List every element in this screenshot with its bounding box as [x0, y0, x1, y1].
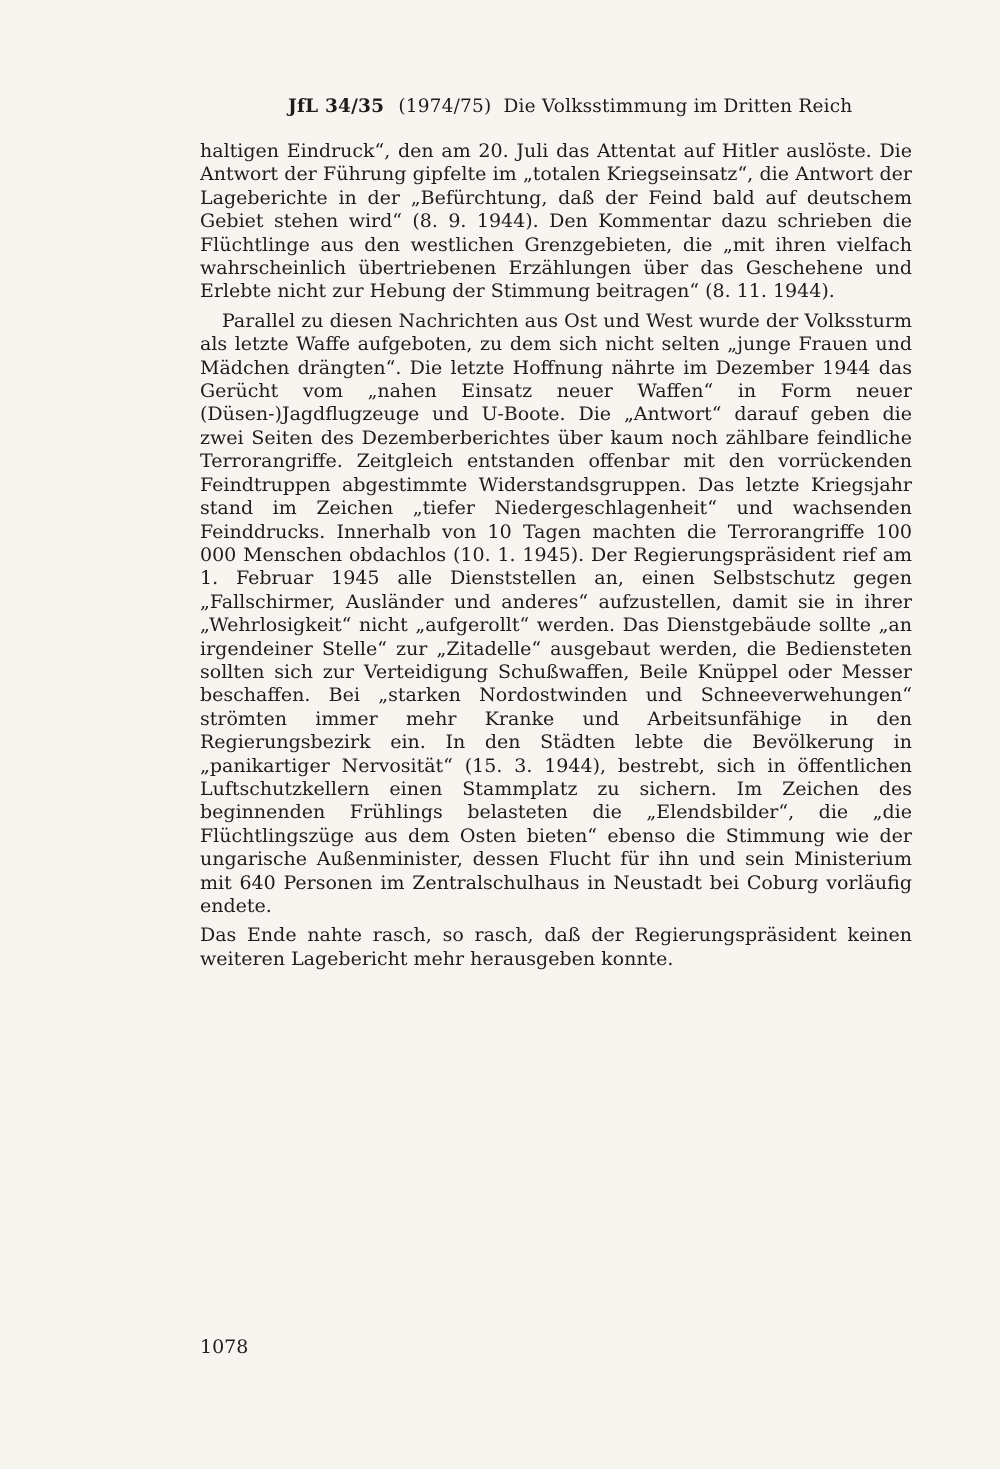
running-header — [288, 96, 853, 117]
article-body — [200, 140, 912, 977]
article-title: Die Volksstimmung im Dritten Reich — [503, 96, 853, 117]
journal-year: (1974/75) — [398, 96, 492, 117]
page-number: 1078 — [200, 1336, 249, 1358]
journal-reference: JfL 34/35 — [288, 96, 385, 117]
paragraph-continuation: haltigen Eindruck“, den am 20. Juli das Attentat auf Hitler auslöste. Die Antwort der Führung gipfelte im „totalen Kriegseinsatz“, die Antwort der Lageberichte in der „Befürchtung, daß der Feind bald auf deutschem Gebiet stehen wird“ (8. 9. 1944). Den Kommentar dazu schrieben die Flüchtlinge aus den westlichen Grenzgebieten, die „mit ihren vielfach wahrscheinlich übertriebenen Erzählungen über das Geschehene und Erlebte nicht zur Hebung der Stimmung beitragen“ (8. 11. 1944). — [200, 140, 912, 303]
paragraph-volkssturm: Parallel zu diesen Nachrichten aus Ost und West wurde der Volkssturm als letzte Waffe aufgeboten, zu dem sich nicht selten „junge Frauen und Mädchen drängten“. Die letzte Hoffnung nährte im Dezember 1944 das Gerücht vom „nahen Einsatz neuer Waffen“ in Form neuer (Düsen-)Jagdflugzeuge und U-Boote. Die „Antwort“ darauf geben die zwei Seiten des Dezemberberichtes über kaum noch zählbare feindliche Terrorangriffe. Zeitgleich entstanden offenbar mit den vorrückenden Feindtruppen abgestimmte Widerstandsgruppen. Das letzte Kriegsjahr stand im Zeichen „tiefer Niedergeschlagenheit“ und wachsenden Feinddrucks. Innerhalb von 10 Tagen machten die Terrorangriffe 100 000 Menschen obdachlos (10. 1. 1945). Der Regierungspräsident rief am 1. Februar 1945 alle Dienststellen an, einen Selbstschutz gegen „Fallschirmer, Ausländer und anderes“ aufzustellen, damit sie in ihrer „Wehrlosigkeit“ nicht „aufgerollt“ werden. Das Dienstgebäude sollte „an irgendeiner Stelle“ zur „Zitadelle“ ausgebaut werden, die Bediensteten sollten sich zur Verteidigung Schußwaffen, Beile Knüppel oder Messer beschaffen. Bei „starken Nordostwinden und Schneeverwehungen“ strömten immer mehr Kranke und Arbeitsunfähige in den Regierungsbezirk ein. In den Städten lebte die Bevölkerung in „panikartiger Nervosität“ (15. 3. 1944), bestrebt, sich in öffentlichen Luftschutzkellern einen Stammplatz zu sichern. Im Zeichen des beginnenden Frühlings belasteten die „Elendsbilder“, die „die Flüchtlingszüge aus dem Osten bieten“ ebenso die Stimmung wie der ungarische Außenminister, dessen Flucht für ihn und sein Ministerium mit 640 Personen im Zentralschulhaus in Neustadt bei Coburg vorläufig endete. — [200, 309, 912, 917]
paragraph-ending: Das Ende nahte rasch, so rasch, daß der Regierungspräsident keinen weiteren Lagebericht mehr herausgeben konnte. — [200, 924, 912, 970]
